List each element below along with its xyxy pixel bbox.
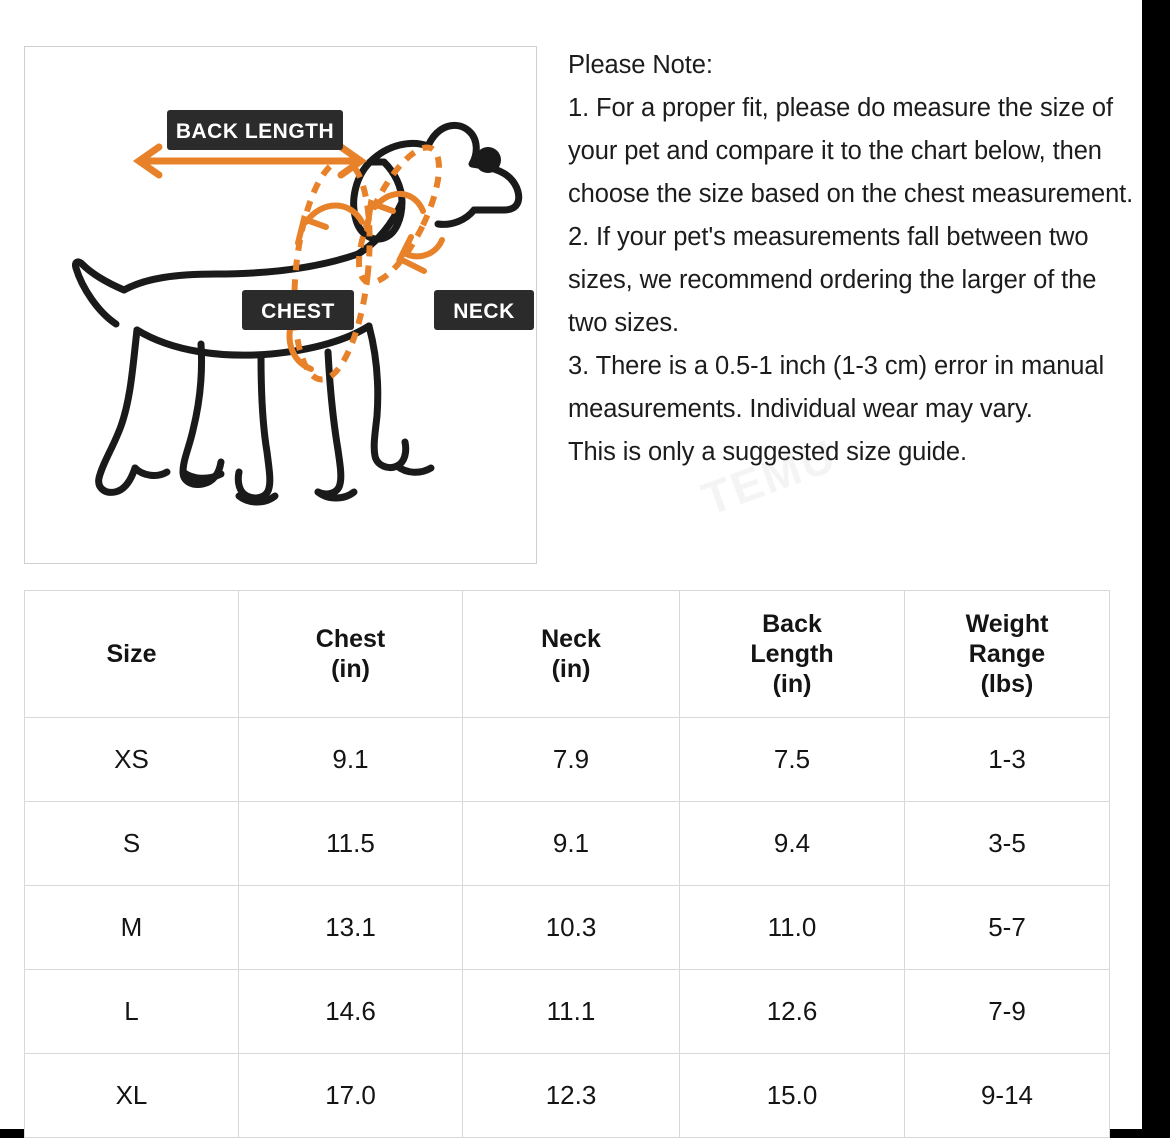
cell-weight: 9-14 [905, 1054, 1110, 1138]
header-back-line-3: (in) [772, 670, 812, 698]
header-neck [463, 591, 680, 718]
cell-chest: 17.0 [239, 1054, 463, 1138]
top-section [0, 0, 1142, 582]
table-header [25, 591, 1110, 718]
cell-chest: 9.1 [239, 718, 463, 802]
cell-size: M [25, 886, 239, 970]
cell-chest: 13.1 [239, 886, 463, 970]
svg-text:NECK: NECK [453, 300, 515, 323]
cell-weight: 7-9 [905, 970, 1110, 1054]
cell-neck: 10.3 [463, 886, 680, 970]
cell-neck: 9.1 [463, 802, 680, 886]
please-note-block [568, 44, 1134, 474]
cell-neck: 7.9 [463, 718, 680, 802]
header-weight-line-3: (lbs) [980, 670, 1034, 698]
header-chest-line-2: (in) [331, 655, 370, 683]
cell-weight: 5-7 [905, 886, 1110, 970]
table-body [25, 718, 1110, 1138]
table-row [25, 886, 1110, 970]
svg-text:CHEST: CHEST [261, 300, 335, 323]
header-weight-line-1: Weight [965, 610, 1049, 638]
cell-weight: 3-5 [905, 802, 1110, 886]
table-row [25, 802, 1110, 886]
cell-neck: 12.3 [463, 1054, 680, 1138]
table-header-row [25, 591, 1110, 718]
size-table [24, 590, 1110, 1138]
cell-back-length: 9.4 [680, 802, 905, 886]
chest-label [242, 290, 354, 330]
header-weight-range [905, 591, 1110, 718]
svg-text:BACK LENGTH: BACK LENGTH [175, 120, 335, 143]
note-heading: Please Note: [568, 51, 713, 79]
note-line-1: 1. For a proper fit, please do measure the size of your pet and compare it to the chart below, then choose the size based on the chest measurement. [568, 94, 1134, 208]
dog-measurement-diagram [24, 46, 537, 564]
dog-diagram-svg [25, 47, 536, 563]
note-line-4: This is only a suggested size guide. [568, 438, 967, 466]
header-chest-line-1: Chest [315, 625, 386, 653]
dog-eye-icon [475, 147, 501, 173]
header-size [25, 591, 239, 718]
cell-back-length: 7.5 [680, 718, 905, 802]
cell-back-length: 15.0 [680, 1054, 905, 1138]
cell-size: XS [25, 718, 239, 802]
table-row [25, 970, 1110, 1054]
header-size-line-1: Size [106, 640, 157, 668]
cell-chest: 14.6 [239, 970, 463, 1054]
header-neck-line-2: (in) [551, 655, 591, 683]
header-back-length [680, 591, 905, 718]
table-row [25, 1054, 1110, 1138]
cell-back-length: 12.6 [680, 970, 905, 1054]
note-line-2: 2. If your pet's measurements fall between two sizes, we recommend ordering the larger of the two sizes. [568, 223, 1097, 337]
cell-size: S [25, 802, 239, 886]
header-neck-line-1: Neck [541, 625, 601, 653]
neck-label [434, 290, 534, 330]
note-line-3: 3. There is a 0.5-1 inch (1-3 cm) error in manual measurements. Individual wear may vary. [568, 352, 1105, 423]
header-back-line-1: Back [762, 610, 822, 638]
header-back-line-2: Length [750, 640, 834, 668]
back-length-label [167, 110, 343, 150]
header-weight-line-2: Range [968, 640, 1046, 668]
header-chest [239, 591, 463, 718]
table-row [25, 718, 1110, 802]
cell-weight: 1-3 [905, 718, 1110, 802]
cell-chest: 11.5 [239, 802, 463, 886]
cell-neck: 11.1 [463, 970, 680, 1054]
cell-size: XL [25, 1054, 239, 1138]
right-edge-bar [1142, 0, 1170, 1129]
cell-back-length: 11.0 [680, 886, 905, 970]
cell-size: L [25, 970, 239, 1054]
size-table-wrapper [24, 590, 1109, 1138]
